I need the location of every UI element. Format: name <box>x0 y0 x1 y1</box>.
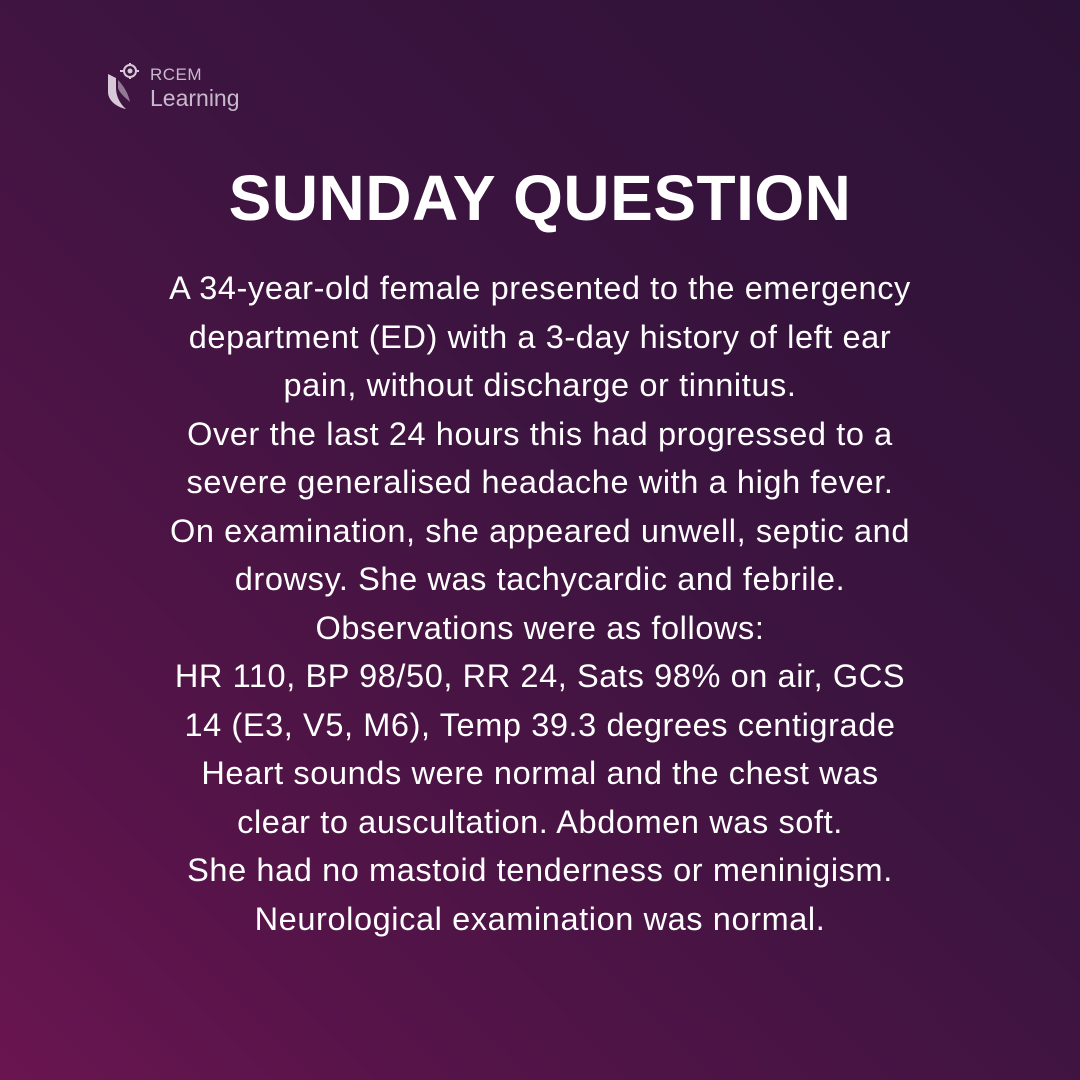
question-line: On examination, she appeared unwell, septic and <box>169 512 911 549</box>
question-line: A 34-year-old female presented to the emergency <box>169 270 911 306</box>
rcem-learning-logo <box>106 62 240 110</box>
question-line: Heart sounds were normal and the chest was <box>201 755 879 791</box>
question-line: Observations were as follows: <box>315 609 765 646</box>
page-title: SUNDAY QUESTION <box>228 162 852 234</box>
brand-name-learning: Learning <box>150 85 240 111</box>
question-line: She had no mastoid tenderness or meninigism. <box>187 852 893 888</box>
rcem-shield-rose-icon <box>106 62 142 110</box>
brand-name-rcem: RCEM <box>150 65 203 84</box>
question-line: HR 110, BP 98/50, RR 24, Sats 98% on air, GCS <box>174 658 906 694</box>
question-line: drowsy. She was tachycardic and febrile. <box>234 561 846 597</box>
question-line: severe generalised headache with a high fever. <box>186 464 894 500</box>
question-line: Neurological examination was normal. <box>254 900 826 937</box>
question-line: clear to auscultation. Abdomen was soft. <box>237 803 843 840</box>
question-line: 14 (E3, V5, M6), Temp 39.3 degrees centigrade <box>184 706 896 743</box>
question-line: department (ED) with a 3-day history of left ear <box>188 318 892 355</box>
question-body <box>60 264 1020 943</box>
question-line: pain, without discharge or tinnitus. <box>283 367 797 403</box>
question-line: Over the last 24 hours this had progressed to a <box>187 415 893 452</box>
